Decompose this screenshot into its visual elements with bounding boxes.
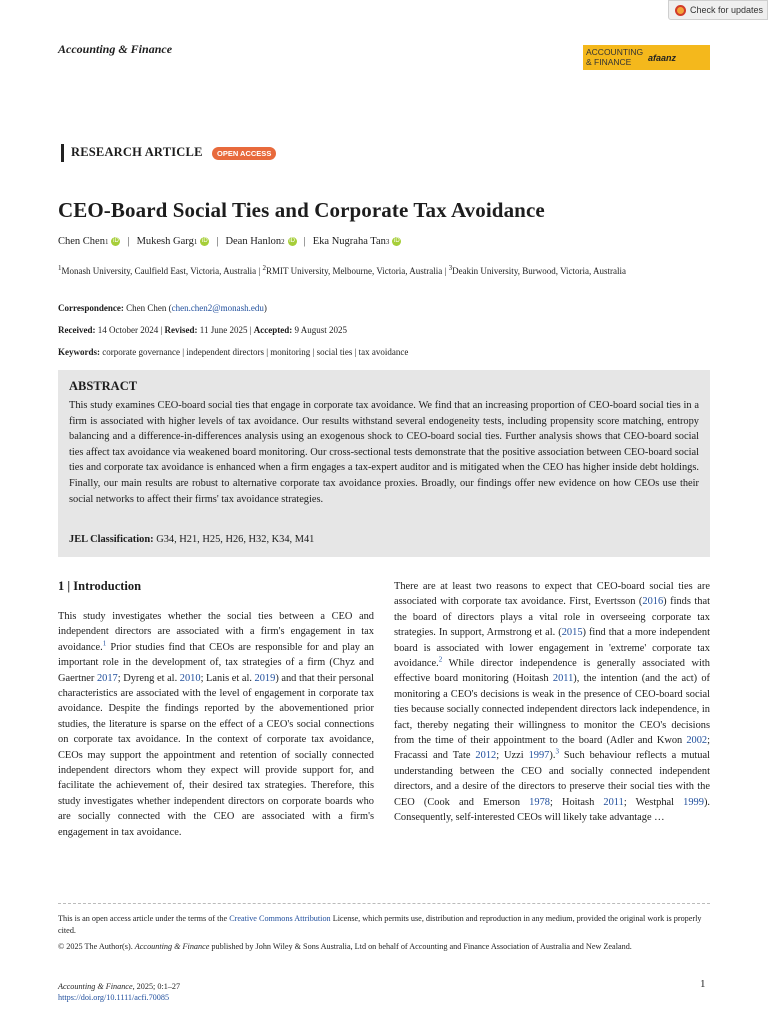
footnote-ref[interactable]: 1: [102, 639, 107, 648]
author[interactable]: Chen Chen 1 iD: [58, 236, 119, 247]
jel-classification: [69, 534, 314, 545]
body-text: ; Fracassi and Tate: [394, 735, 710, 762]
revised-label: Revised:: [164, 325, 198, 335]
citation-link[interactable]: 2012: [475, 750, 497, 762]
affiliation: Monash University, Caulfield East, Victoria, Australia: [61, 266, 257, 276]
affiliation-sup: 3: [448, 264, 453, 272]
author[interactable]: Mukesh Garg 1 iD: [136, 236, 208, 247]
citation-link[interactable]: 2019: [254, 672, 276, 684]
body-text: ; Lanis et al.: [200, 672, 255, 684]
citation-link[interactable]: 1978: [529, 796, 550, 808]
author-name: Chen Chen: [58, 236, 105, 247]
journal-ref-volume: , 2025; 0:1–27: [132, 982, 181, 991]
accepted-date: 9 August 2025: [294, 325, 348, 335]
body-text: Such behaviour reflects a mutual understanding between the CEO and socially connected independent directors, and a desire of the directors to preserve their social ties with the CEO (Cook and Emerson: [394, 750, 711, 808]
author-list: [58, 236, 401, 247]
abstract-text: This study examines CEO-board social ties that engage in corporate tax avoidance. We find that an increasing proportion of CEO-board social ties in a firm is associated with higher levels of tax avoidance. Our results withstand several endogeneity tests, including propensity score matching, entropy balancing and a difference-in-differences analysis using an exogenous shock to CEO-board social ties. Further analysis shows that CEO-board social ties affect tax avoidance via weakened board monitoring. Our cross-sectional tests demonstrate that the positive association between CEO-board social ties and corporate tax avoidance is enhanced when a firm engages a tax-expert auditor and is mitigated when the CEO has higher inside debt holdings. Finally, our main results are robust to alternative corporate tax avoidance proxies. Broadly, our findings offer new evidence on how CEOs use their social networks to affect their firms' tax avoidance strategies.: [69, 400, 699, 505]
affiliation-sup: 2: [262, 264, 266, 272]
citation-link[interactable]: 2010: [179, 672, 201, 684]
keywords: [58, 347, 408, 357]
journal-name: Accounting & Finance: [58, 42, 173, 56]
body-column-left: [58, 609, 374, 840]
body-text: ; Westphal: [623, 796, 684, 808]
orcid-icon[interactable]: iD: [394, 238, 400, 244]
citation-link[interactable]: 2011: [603, 796, 624, 808]
orcid-icon[interactable]: iD: [289, 238, 295, 244]
correspondence-label: Correspondence:: [58, 303, 124, 313]
body-text: ).: [549, 750, 556, 762]
license-text: This is an open access article under the terms of the: [58, 914, 230, 923]
author-separator: |: [303, 236, 306, 247]
citation-link[interactable]: 1999: [683, 796, 704, 808]
footnote-ref[interactable]: 2: [438, 655, 443, 664]
correspondence-close: ): [263, 303, 267, 313]
body-text: ) finds that the board of directors plays a vital role in overseeing corporate tax strategies. In support, Armstrong et al. (: [394, 596, 710, 639]
citation-link[interactable]: 2016: [642, 596, 664, 608]
body-text: ; Hoitash: [549, 796, 604, 808]
correspondence-name: Chen Chen (: [126, 303, 172, 313]
copyright-note: [58, 941, 710, 953]
copyright-journal: Accounting & Finance: [134, 942, 210, 951]
citation-link[interactable]: 1997: [528, 750, 550, 762]
body-text: ) and that their personal characteristics are associated with the level of engagement in corporate tax avoidance. Despite the findings reported by the abovementioned prior studies, the literature is sparse on the effect of a CEO's social connections on corporate tax avoidance. In the context of corporate tax avoidance, CEOs may support the appointment and retention of socially connected independent directors whom they expect will provide support for, and facilitate the achievement of, their desired tax strategies. Therefore, this study investigates whether independent directors on corporate boards who are socially connected with the CEO are associated with a firm's engagement in tax avoidance.: [58, 672, 374, 838]
page-number: 1: [700, 978, 706, 990]
received-date: 14 October 2024: [97, 325, 159, 335]
body-text: This study investigates whether the social ties between a CEO and independent directors are associated with a firm's engagement in tax avoidance.: [58, 611, 374, 653]
body-text: ). Consequently, self-interested CEOs will likely take advantage …: [394, 796, 710, 824]
copyright-text: published by John Wiley & Sons Australia, Ltd on behalf of Accounting and Finance Association of Australia and New Zealand.: [209, 942, 632, 951]
keywords-list: corporate governance | independent directors | monitoring | social ties | tax avoidance: [102, 347, 409, 357]
footnote-ref[interactable]: 3: [555, 748, 559, 756]
author-separator: |: [127, 236, 130, 247]
author-separator: |: [216, 236, 219, 247]
body-text: While director independence is generally associated with effective board monitoring (Hoitash: [394, 658, 710, 685]
article-dates: [58, 325, 347, 335]
date-separator: |: [160, 325, 163, 335]
check-updates-label: Check for updates: [690, 5, 764, 15]
body-text: ) find that a more independent board is associated with lower engagement in 'extreme' corporate tax avoidance.: [394, 627, 710, 670]
keywords-label: Keywords:: [58, 347, 100, 357]
logo-line-2: & FINANCE: [586, 56, 632, 67]
accepted-label: Accepted:: [253, 325, 293, 335]
affiliation: Deakin University, Burwood, Victoria, Australia: [452, 266, 627, 276]
body-text: ; Uzzi: [496, 750, 529, 762]
author-name: Mukesh Garg: [136, 236, 194, 247]
citation-link[interactable]: 2002: [686, 735, 708, 747]
citation-link[interactable]: 2017: [96, 672, 118, 684]
article-title: CEO-Board Social Ties and Corporate Tax Avoidance: [58, 198, 545, 222]
author-name: Dean Hanlon: [225, 236, 282, 247]
author[interactable]: Eka Nugraha Tan 3 iD: [312, 236, 400, 247]
license-note: [58, 913, 710, 936]
journal-ref-name: Accounting & Finance: [58, 982, 133, 991]
copyright-text: © 2025 The Author(s).: [58, 942, 135, 951]
affiliation-sup: 1: [58, 264, 62, 272]
article-type: RESEARCH ARTICLE: [71, 145, 203, 159]
footer-divider: [58, 903, 710, 904]
section-heading-introduction: 1 | Introduction: [58, 579, 142, 593]
body-column-right: [394, 579, 710, 826]
check-updates-icon: [675, 5, 686, 16]
license-link[interactable]: Creative Commons Attribution: [229, 914, 331, 923]
correspondence: [58, 303, 267, 313]
citation-link[interactable]: 2015: [561, 627, 583, 639]
citation-link[interactable]: 2011: [552, 673, 574, 685]
logo-line-1: ACCOUNTING: [586, 47, 644, 57]
license-text: License, which permits use, distribution and reproduction in any medium, provided the original work is properly cited.: [58, 914, 702, 935]
footer-notes: [58, 913, 710, 958]
journal-logo: [583, 45, 710, 70]
author[interactable]: Dean Hanlon 2 iD: [225, 236, 295, 247]
open-access-badge: OPEN ACCESS: [212, 147, 276, 160]
affiliation-separator: |: [444, 266, 447, 276]
jel-label: JEL Classification:: [69, 534, 154, 545]
article-type-bar: [61, 144, 64, 162]
date-separator: |: [249, 325, 252, 335]
check-for-updates-button[interactable]: [668, 0, 768, 20]
body-text: Prior studies find that CEOs are responsible for and play an important role in the development of, tax strategies of a firm (Chyz and Gaertner: [58, 641, 374, 684]
affiliations: [58, 264, 678, 278]
affiliation-separator: |: [258, 266, 261, 276]
orcid-icon[interactable]: iD: [113, 238, 119, 244]
jel-codes: G34, H21, H25, H26, H32, K34, M41: [156, 534, 315, 545]
body-text: ), the intention (and the act) of monitoring a CEO's decisions is weak in the presence of CEO-board social ties because socially connected independent directors lack independence, in fact, thereby negating their willingness to monitor the CEO's decisions from the time of their appointment to the board (Adler and Kwon: [394, 673, 710, 747]
journal-reference: [58, 981, 180, 1003]
body-text: ; Dyreng et al.: [117, 672, 180, 684]
author-name: Eka Nugraha Tan: [312, 236, 386, 247]
affiliation: RMIT University, Melbourne, Victoria, Australia: [266, 266, 443, 276]
revised-date: 11 June 2025: [199, 325, 248, 335]
correspondence-email-link[interactable]: chen.chen2@monash.edu: [171, 303, 264, 313]
abstract-heading: ABSTRACT: [69, 379, 138, 393]
body-text: There are at least two reasons to expect that CEO-board social ties are associated with corporate tax avoidance. First, Evertsson (: [394, 581, 710, 608]
orcid-icon[interactable]: iD: [201, 238, 208, 244]
logo-brand: afaanz: [648, 52, 677, 63]
received-label: Received:: [58, 325, 96, 335]
doi-link[interactable]: https://doi.org/10.1111/acfi.70085: [58, 993, 170, 1002]
